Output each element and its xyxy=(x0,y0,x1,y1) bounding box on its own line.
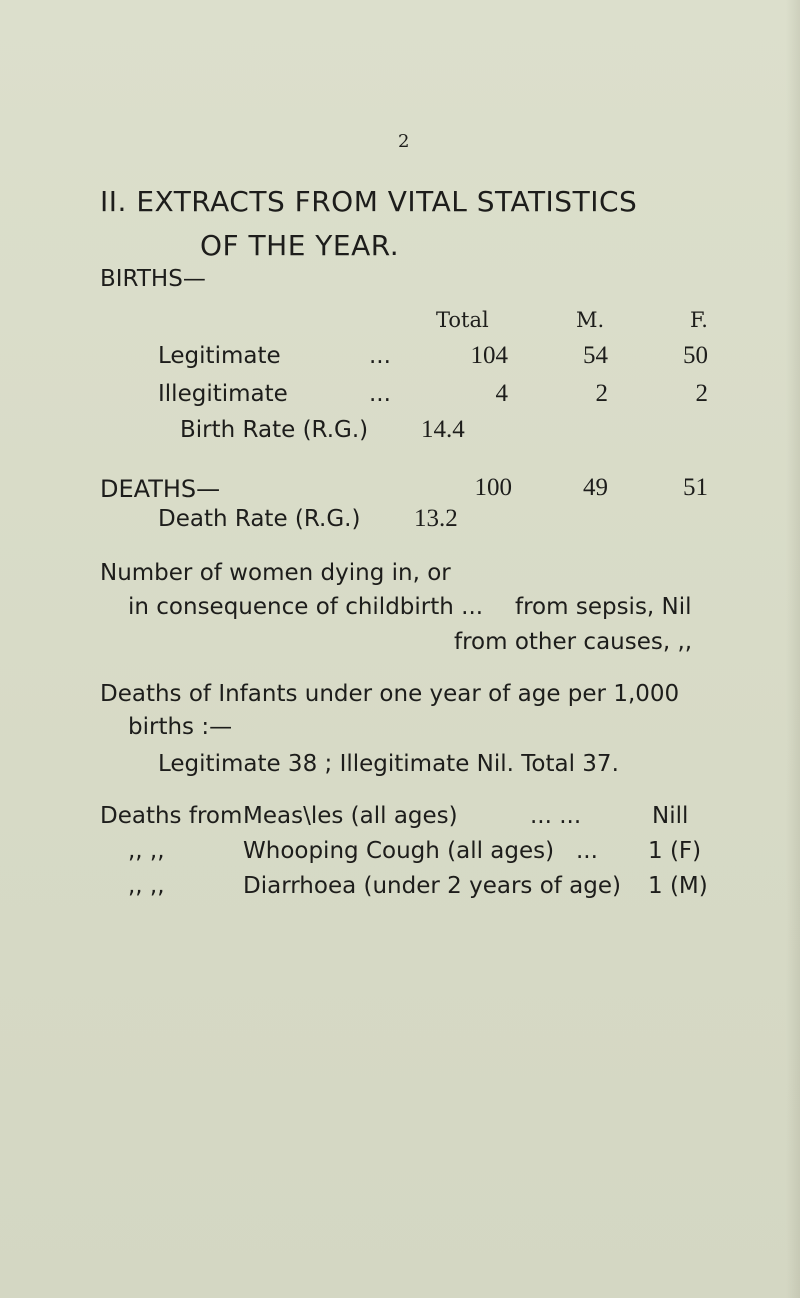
section-heading-line2: OF THE YEAR. xyxy=(200,229,400,262)
cause-dots: ... ... xyxy=(530,803,582,829)
cause-value: 1 (F) xyxy=(648,838,702,864)
cause-value: 1 (M) xyxy=(648,873,708,899)
cause-dots: ... xyxy=(576,838,598,864)
births-label: BIRTHS— xyxy=(100,266,206,292)
maternal-other: from other causes, ,, xyxy=(454,629,693,655)
births-row-total: 4 xyxy=(495,380,508,407)
births-row-label: Illegitimate xyxy=(158,381,288,407)
cause-prefix: Deaths from xyxy=(100,803,243,829)
births-row-dots: ... xyxy=(369,381,391,407)
maternal-line2: in consequence of childbirth ... xyxy=(128,594,484,620)
infant-line2: births :— xyxy=(128,714,233,740)
births-row-dots: ... xyxy=(369,343,391,369)
cause-ditto: ,, ,, xyxy=(128,873,165,899)
infant-line1: Deaths of Infants under one year of age per 1,000 xyxy=(100,681,680,707)
deaths-label: DEATHS— xyxy=(100,475,221,503)
cause-label: Diarrhoea (under 2 years of age) xyxy=(243,873,621,899)
deaths-f: 51 xyxy=(683,474,708,501)
cause-label: Meas\les (all ages) xyxy=(243,803,458,829)
births-row-f: 50 xyxy=(683,342,708,369)
infant-line3: Legitimate 38 ; Illegitimate Nil. Total 37. xyxy=(158,751,619,777)
births-row-total: 104 xyxy=(470,342,508,369)
births-col-total: Total xyxy=(436,308,489,332)
deaths-total: 100 xyxy=(474,474,512,501)
page-edge-shadow xyxy=(786,0,800,1298)
death-rate-value: 13.2 xyxy=(414,505,458,532)
maternal-line1: Number of women dying in, or xyxy=(100,560,451,586)
section-heading-line1: II. EXTRACTS FROM VITAL STATISTICS xyxy=(100,185,638,218)
cause-label: Whooping Cough (all ages) xyxy=(243,838,555,864)
cause-ditto: ,, ,, xyxy=(128,838,165,864)
birth-rate-value: 14.4 xyxy=(421,416,465,443)
births-row-m: 2 xyxy=(595,380,608,407)
death-rate-label: Death Rate (R.G.) xyxy=(158,506,361,532)
births-row-label: Legitimate xyxy=(158,343,281,369)
page-number: 2 xyxy=(398,131,410,152)
births-row-f: 2 xyxy=(695,380,708,407)
births-row-m: 54 xyxy=(583,342,608,369)
cause-value: Nill xyxy=(652,803,689,829)
birth-rate-label: Birth Rate (R.G.) xyxy=(180,417,369,443)
deaths-m: 49 xyxy=(583,474,608,501)
maternal-sepsis: from sepsis, Nil xyxy=(515,594,692,620)
births-col-f: F. xyxy=(690,308,708,332)
births-col-m: M. xyxy=(576,308,605,332)
